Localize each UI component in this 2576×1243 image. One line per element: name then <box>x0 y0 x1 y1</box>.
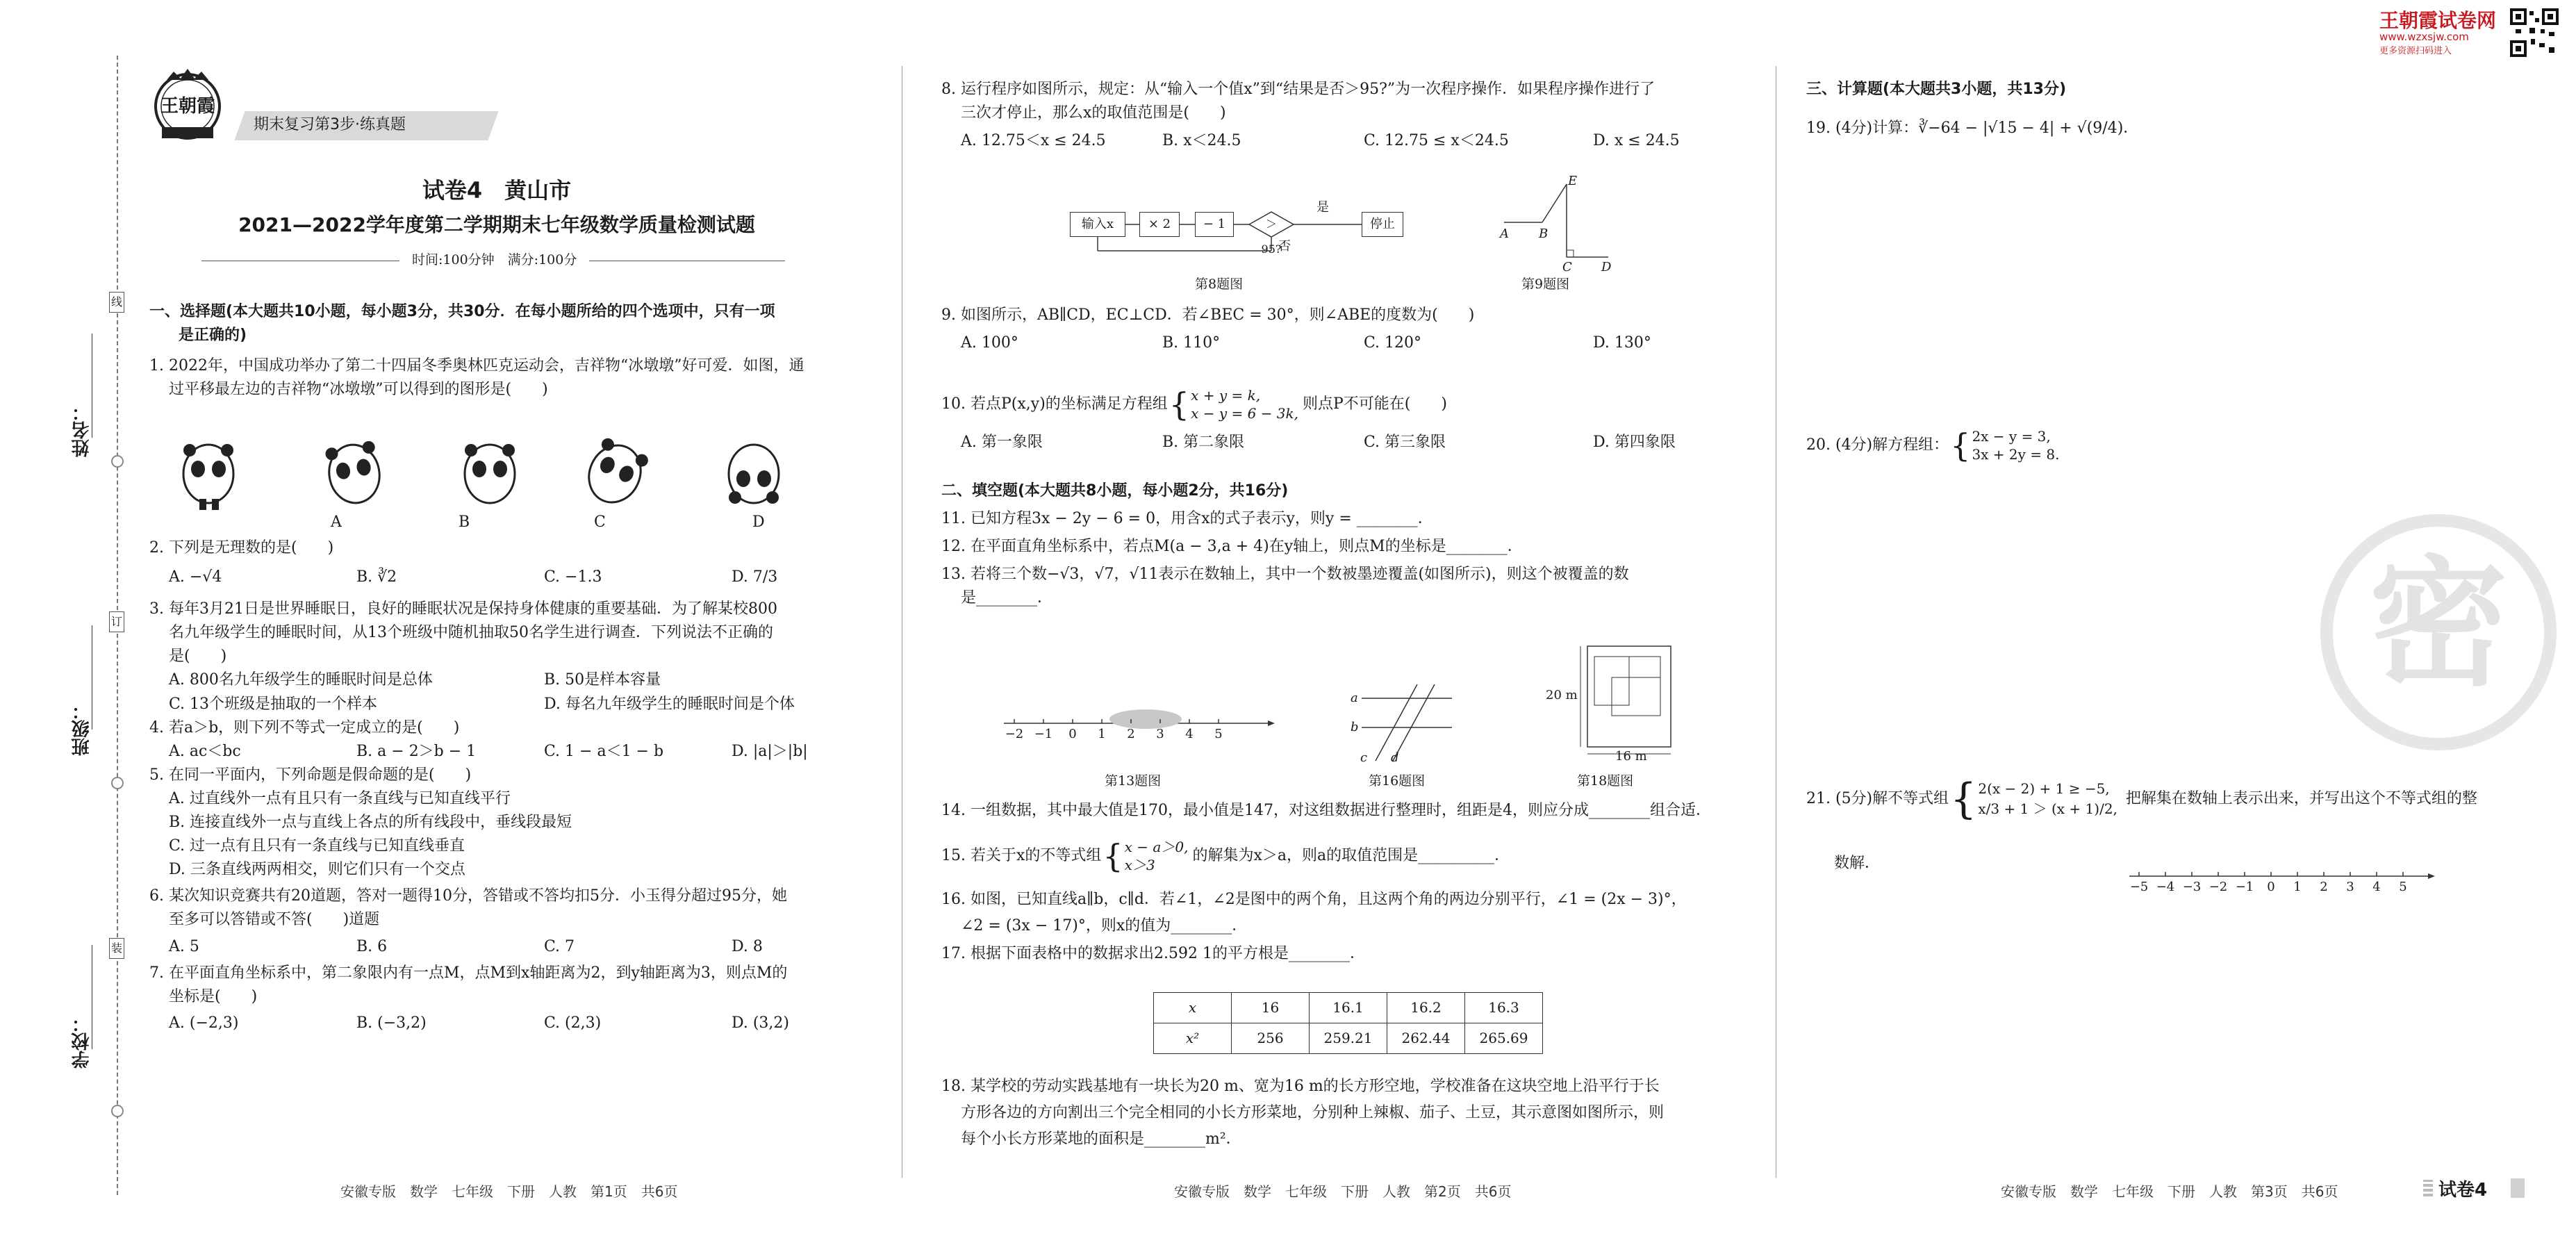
page-footer: 安徽专版 数学 七年级 下册 人教 第3页 共6页 <box>2001 1183 2338 1200</box>
q9-options <box>941 331 1774 355</box>
option[interactable]: C. 13个班级是抽取的一个样本 <box>169 695 378 713</box>
table-cell: x² <box>1154 1023 1232 1054</box>
q7-line1: 7. 在平面直角坐标系中，第二象限内有一点M，点M到x轴距离为2，到y轴距离为3，则点M的 <box>149 964 788 982</box>
q1-figures <box>170 431 795 521</box>
flow-stop: 停止 <box>1362 212 1403 237</box>
banner-text: 期末复习第3步·练真题 <box>254 116 406 133</box>
q18-line2: 方形各边的方向割出三个完全相同的小长方形菜地，分别种上辣椒、茄子、土豆，其示意图如图所示，则 <box>961 1104 1665 1122</box>
page-footer: 安徽专版 数学 七年级 下册 人教 第2页 共6页 <box>1174 1183 1512 1200</box>
site-url[interactable]: www.wzxsjw.com <box>2379 31 2469 43</box>
tick-label: 5 <box>2399 880 2407 894</box>
q11: 11. 已知方程3x − 2y − 6 = 0，用含x的式子表示y，则y = ________． <box>941 510 1433 528</box>
q5-stem: 5. 在同一平面内，下列命题是假命题的是( ) <box>149 766 472 784</box>
table-cell: 265.69 <box>1465 1023 1543 1054</box>
tick-label: 0 <box>2267 880 2275 894</box>
label-c: C <box>1562 260 1572 274</box>
mark-line: 线 <box>109 292 124 313</box>
flow-condition: ＞95? <box>1261 217 1282 256</box>
q1-label-a: A <box>331 513 342 531</box>
site-brand <box>2379 6 2560 61</box>
q10-stem <box>941 386 1447 422</box>
option[interactable]: B. 6 <box>356 937 388 955</box>
secret-stamp <box>2320 514 2557 750</box>
fig18-caption: 第18题图 <box>1577 773 1634 789</box>
q4-options <box>149 740 919 764</box>
option[interactable]: D. 三条直线两两相交，则它们只有一个交点 <box>169 861 465 879</box>
stamp-glyph: 密 <box>2368 542 2508 705</box>
q13-line2: 是________． <box>961 589 1053 607</box>
option[interactable]: D. 每名九年级学生的睡眠时间是个体 <box>544 695 795 713</box>
q21-stem <box>1806 775 2477 823</box>
option[interactable]: D. 第四象限 <box>1593 434 1676 451</box>
tick-label: 1 <box>2293 880 2302 894</box>
q21-eq1: 2(x − 2) + 1 ≥ −5, <box>1978 780 2110 797</box>
tick-label: 3 <box>2346 880 2354 894</box>
fig18-height: 20 m <box>1546 688 1578 702</box>
q21-post: 把解集在数轴上表示出来，并写出这个不等式组的整 <box>2125 789 2477 807</box>
fig8-caption: 第8题图 <box>1195 277 1244 292</box>
tick-label: 0 <box>1068 727 1077 741</box>
page-footer: 安徽专版 数学 七年级 下册 人教 第1页 共6页 <box>340 1183 678 1200</box>
option[interactable]: C. 第三象限 <box>1364 434 1446 451</box>
q9-stem: 9. 如图所示，AB∥CD，EC⊥CD．若∠BEC = 30°，则∠ABE的度数为( ) <box>941 306 1475 324</box>
option[interactable]: B. 50是样本容量 <box>544 671 661 689</box>
hole-icon <box>111 455 124 468</box>
paper-title: 试卷4 黄山市 <box>422 177 572 204</box>
option[interactable]: B. (−3,2) <box>356 1014 427 1032</box>
q14: 14. 一组数据，其中最大值是170，最小值是147，对这组数据进行整理时，组距是4，则应分成________组合适． <box>941 802 1711 819</box>
flow-subtract: − 1 <box>1195 212 1234 237</box>
fig16-caption: 第16题图 <box>1369 773 1426 789</box>
q1-label-d: D <box>752 513 765 531</box>
option[interactable]: B. 连接直线外一点与直线上各点的所有线段中，垂线段最短 <box>169 814 572 832</box>
q8-flowchart <box>1070 200 1403 261</box>
q16-figure <box>1348 677 1459 768</box>
option[interactable]: D. x ≤ 24.5 <box>1593 132 1680 150</box>
q17: 17. 根据下面表格中的数据求出2.592 1的平方根是________． <box>941 945 1365 963</box>
table-cell: 16 <box>1232 993 1310 1023</box>
q10-options <box>961 431 1774 454</box>
section2-title: 二、填空题(本大题共8小题，每小题2分，共16分) <box>941 482 1289 500</box>
q1-line2: 过平移最左边的吉祥物“冰墩墩”可以得到的图形是( ) <box>169 381 548 399</box>
hole-icon <box>111 777 124 789</box>
hole-icon <box>111 1105 124 1117</box>
number-line-labels <box>1004 725 1275 746</box>
flow-multiply: × 2 <box>1139 212 1180 237</box>
q12: 12. 在平面直角坐标系中，若点M(a − 3,a + 4)在y轴上，则点M的坐标是________． <box>941 538 1523 556</box>
option[interactable]: A. ac＜bc <box>169 742 241 760</box>
q8-line1: 8. 运行程序如图所示，规定：从“输入一个值x”到“结果是否＞95?”为一次程序操作．如果程序操作进行了 <box>941 81 1656 98</box>
option[interactable]: D. 130° <box>1593 334 1651 352</box>
table-cell: 16.1 <box>1310 993 1387 1023</box>
q15-pre: 15. 若关于x的不等式组 <box>941 846 1102 864</box>
option[interactable]: D. |a|＞|b| <box>732 742 808 760</box>
q15-eq2: x＞3 <box>1124 857 1155 873</box>
option[interactable]: A. 过直线外一点有且只有一条直线与已知直线平行 <box>169 789 511 807</box>
q19: 19. (4分)计算：∛−64 − |√15 − 4| + √(9/4)． <box>1806 120 2139 138</box>
q1-label-c: C <box>594 513 606 531</box>
q20-eq2: 3x + 2y = 8. <box>1972 446 2060 463</box>
option[interactable]: A. 100° <box>961 334 1018 352</box>
q21-eq2: x/3 + 1 ＞ (x + 1)/2, <box>1978 800 2117 817</box>
table-row <box>1154 1023 1543 1054</box>
paper-subtitle: 2021—2022学年度第二学期期末七年级数学质量检测试题 <box>238 213 755 236</box>
option[interactable]: C. 过一点有且只有一条直线与已知直线垂直 <box>169 837 465 855</box>
q2-options <box>149 566 919 589</box>
tick-label: 5 <box>1214 727 1223 741</box>
option[interactable]: B. a − 2＞b − 1 <box>356 742 477 760</box>
q4-stem: 4. 若a＞b，则下列不等式一定成立的是( ) <box>149 718 460 736</box>
label-a: A <box>1500 227 1509 241</box>
option[interactable]: D. 7/3 <box>732 568 778 586</box>
option[interactable]: A. (−2,3) <box>169 1014 239 1032</box>
tick-label: 2 <box>1127 727 1135 741</box>
q18-line3: 每个小长方形菜地的面积是________m²． <box>961 1130 1241 1149</box>
q10-post: 则点P不可能在( ) <box>1302 395 1447 413</box>
q18-figure <box>1546 643 1685 764</box>
tick-label: 3 <box>1156 727 1164 741</box>
q1-label-b: B <box>459 513 470 531</box>
label-d: d <box>1391 750 1399 765</box>
site-tagline: 更多资源扫码进入 <box>2379 46 2452 56</box>
q6-line1: 6. 某次知识竞赛共有20道题，答对一题得10分，答错或不答均扣5分．小玉得分超过95分，她 <box>149 887 787 905</box>
name-label: 姓名： <box>72 403 92 457</box>
q7-line2: 坐标是( ) <box>169 987 258 1005</box>
label-e: E <box>1568 174 1578 188</box>
q15-eq1: x − a＞0, <box>1124 839 1189 855</box>
site-name: 王朝霞试卷网 <box>2379 9 2497 32</box>
mascot-figures <box>170 431 795 521</box>
option[interactable]: D. 8 <box>732 937 763 955</box>
class-label: 班级： <box>72 702 92 756</box>
square-table <box>1153 992 1543 1054</box>
brand-logo <box>149 66 226 142</box>
q6-options <box>149 935 919 959</box>
brace-icon: { <box>1950 775 1977 823</box>
q3-options-row2 <box>149 693 919 716</box>
q2-stem: 2. 下列是无理数的是( ) <box>149 539 334 557</box>
option[interactable]: D. (3,2) <box>732 1014 789 1032</box>
table-cell: 16.2 <box>1387 993 1465 1023</box>
logo-text: 王朝霞 <box>160 96 215 117</box>
q20-eq1: 2x − y = 3, <box>1972 428 2051 445</box>
q15-post: 的解集为x＞a，则a的取值范围是__________． <box>1192 846 1510 864</box>
mascot-icon <box>324 440 384 507</box>
section1-title: 一、选择题(本大题共10小题，每小题3分，共30分．在每小题所给的四个选项中，只有一项 <box>149 303 775 320</box>
option[interactable]: B. x＜24.5 <box>1162 132 1241 150</box>
label-c: c <box>1360 750 1368 765</box>
tag-block <box>2511 1178 2525 1198</box>
section3-title: 三、计算题(本大题共3小题，共13分) <box>1806 81 2067 98</box>
flow-input: 输入x <box>1070 212 1125 237</box>
table-cell: 259.21 <box>1310 1023 1387 1054</box>
tick-label: 1 <box>1098 727 1106 741</box>
flow-yes: 是 <box>1316 200 1329 215</box>
option[interactable]: C. 120° <box>1364 334 1422 352</box>
mark-order: 订 <box>109 611 124 632</box>
q10-eq2: x − y = 6 − 3k, <box>1191 405 1298 422</box>
option[interactable]: C. (2,3) <box>544 1014 602 1032</box>
tick-label: −1 <box>2235 880 2254 894</box>
q10-pre: 10. 若点P(x,y)的坐标满足方程组 <box>941 395 1168 413</box>
q21-number-line <box>2129 865 2435 907</box>
tick-label: −1 <box>1034 727 1053 741</box>
q3-options-row1 <box>149 668 919 692</box>
option[interactable]: A. 12.75＜x ≤ 24.5 <box>961 132 1106 150</box>
q21-line2: 数解． <box>1834 855 1881 872</box>
school-label: 学校： <box>72 1014 92 1069</box>
fig18-width: 16 m <box>1615 749 1647 764</box>
tag-stripes-icon <box>2423 1180 2433 1196</box>
q6-line2: 至多可以答错或不答( )道题 <box>169 911 380 929</box>
q8-options <box>941 129 1774 153</box>
section1-title-cont: 是正确的) <box>179 327 247 345</box>
tick-label: −4 <box>2156 880 2175 894</box>
mark-bind: 装 <box>109 938 124 959</box>
option[interactable]: A. 第一象限 <box>961 434 1043 451</box>
q7-options <box>149 1012 919 1035</box>
brace-icon: { <box>1950 427 1971 464</box>
table-cell: 256 <box>1232 1023 1310 1054</box>
mascot-icon <box>580 436 650 511</box>
label-a: a <box>1351 691 1358 705</box>
table-cell: x <box>1154 993 1232 1023</box>
option[interactable]: B. 110° <box>1162 334 1221 352</box>
label-b: b <box>1351 720 1359 734</box>
q15-stem <box>941 838 1510 874</box>
tick-label: −3 <box>2182 880 2202 894</box>
option[interactable]: C. −1.3̇ <box>544 568 602 586</box>
q16-line2: ∠2 = (3x − 17)°，则x的值为________． <box>961 917 1248 935</box>
tick-label: −2 <box>2208 880 2228 894</box>
mascot-icon <box>183 444 233 510</box>
tick-label: 4 <box>2372 880 2381 894</box>
q13-line1: 13. 若将三个数−√3，√7，√11表示在数轴上，其中一个数被墨迹覆盖(如图所示)，则这个被覆盖的数 <box>941 566 1629 584</box>
tick-label: 4 <box>1185 727 1194 741</box>
brace-icon: { <box>1169 386 1190 423</box>
fig9-caption: 第9题图 <box>1521 277 1570 292</box>
q20-pre: 20. (4分)解方程组： <box>1806 436 1949 454</box>
qr-code-icon[interactable] <box>2510 8 2559 57</box>
table-row <box>1154 993 1543 1023</box>
option[interactable]: A. 5 <box>169 937 199 955</box>
exam-info: 时间:100分钟 满分:100分 <box>399 250 589 270</box>
q3-line3: 是( ) <box>169 648 227 666</box>
option[interactable]: A. 800名九年级学生的睡眠时间是总体 <box>169 671 433 689</box>
q1-line1: 1. 2022年，中国成功举办了第二十四届冬季奥林匹克运动会，吉祥物“冰墩墩”好可爱．如图，通 <box>149 357 804 375</box>
q16-line1: 16. 如图，已知直线a∥b，c∥d．若∠1，∠2是图中的两个角，且这两个角的两边分别平行，∠1 = (2x − 3)°， <box>941 891 1687 908</box>
q10-eq1: x + y = k, <box>1191 387 1261 404</box>
label-d: D <box>1601 260 1612 274</box>
q21-pre: 21. (5分)解不等式组 <box>1806 789 1949 807</box>
option[interactable]: C. 12.75 ≤ x＜24.5 <box>1364 132 1509 150</box>
tick-label: −2 <box>1005 727 1024 741</box>
flow-no: 否 <box>1278 239 1291 254</box>
tick-label: 2 <box>2320 880 2328 894</box>
tick-label: −5 <box>2129 880 2149 894</box>
label-b: B <box>1539 227 1549 241</box>
number-line-labels <box>2129 878 2435 898</box>
option[interactable]: B. 第二象限 <box>1162 434 1245 451</box>
option[interactable]: C. 7 <box>544 937 575 955</box>
option[interactable]: B. ∛2 <box>356 568 397 586</box>
option[interactable]: A. −√4 <box>169 568 222 586</box>
table-cell: 16.3 <box>1465 993 1543 1023</box>
q8-line2: 三次才停止，那么x的取值范围是( ) <box>961 104 1226 122</box>
table-cell: 262.44 <box>1387 1023 1465 1054</box>
q20-stem <box>1806 427 2060 463</box>
q3-line1: 3. 每年3月21日是世界睡眠日，良好的睡眠状况是保持身体健康的重要基础．为了解某校800 <box>149 600 777 618</box>
mascot-icon <box>465 444 515 503</box>
mascot-icon <box>729 445 779 504</box>
paper-tag: 试卷4 <box>2438 1180 2488 1201</box>
q3-line2: 名九年级学生的睡眠时间，从13个班级中随机抽取50名学生进行调查．下列说法不正确的 <box>169 624 773 642</box>
q13-number-line <box>1004 705 1275 754</box>
option[interactable]: C. 1 − a＜1 − b <box>544 742 664 760</box>
q18-line1: 18. 某学校的劳动实践基地有一块长为20 m、宽为16 m的长方形空地，学校准备在这块空地上沿平行于长 <box>941 1078 1660 1095</box>
brace-icon: { <box>1103 837 1123 875</box>
fig13-caption: 第13题图 <box>1105 773 1162 789</box>
q9-figure <box>1497 174 1622 274</box>
